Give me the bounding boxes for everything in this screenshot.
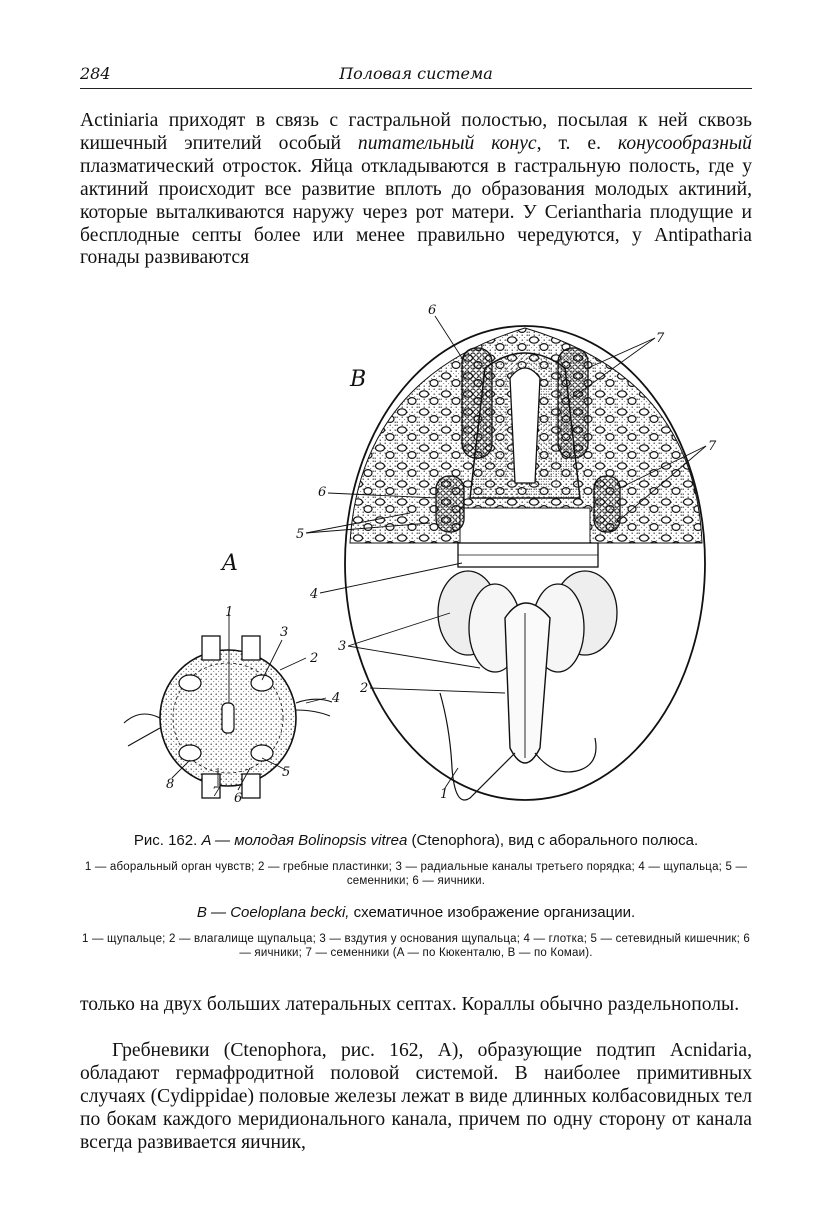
a-label-2: 2 [310,651,319,666]
a-label-7: 7 [212,785,221,800]
p1-emphasis-2: конусообразный [617,132,752,154]
b-label-4: 4 [310,587,319,602]
caption-prefix: Рис. 162. [133,832,198,849]
a-label-8: 8 [166,777,175,792]
figure-label-b: B [350,367,367,392]
figure-162 [110,298,750,818]
figure-caption-a [80,832,752,849]
caption-b-intro: B — [196,904,227,921]
b-label-1: 1 [440,787,449,802]
caption-a-intro: A — молодая [201,832,294,849]
a-label-4: 4 [332,691,341,706]
page-header [80,62,752,89]
figure-legend-b: 1 — щупальце; 2 — влагалище щупальца; 3 — вздутия у основания щупальца; 4 — глотка; 5 — сетевидный кишечник; 6 — яичники; 7 — семенники (A — по Кюкенталю, B — по Комаи). [81,933,751,959]
b-label-5: 5 [296,527,305,542]
figure-illustration [110,298,750,818]
paragraph-2: только на двух больших латеральных септах. Кораллы обычно раздельнополы. [80,994,740,1015]
b-label-7-right: 7 [708,439,717,454]
p1-emphasis-1: питательный конус [357,132,537,154]
figure-legend-a: 1 — аборальный орган чувств; 2 — гребные пластинки; 3 — радиальные каналы третьего порядка; 4 — щупальца; 5 — семенники; 6 — яичники. [84,861,748,887]
page-number: 284 [80,64,111,83]
b-label-7-top: 7 [656,331,665,346]
caption-b-rest: схематичное изображение организации. [353,904,636,921]
b-label-3: 3 [338,639,347,654]
drawing-a [124,614,332,798]
b-label-6-top: 6 [428,303,437,318]
a-label-3: 3 [280,625,289,640]
p1-text-2: , т. е. [536,132,618,154]
b-label-2: 2 [360,681,369,696]
a-label-1: 1 [225,605,234,620]
a-label-5: 5 [282,765,291,780]
p1-text-1: Actiniaria приходят в связь с гастральной полостью, посылая к ней сквозь кишечный эпителий особый [80,110,752,154]
paragraph-1 [80,110,752,270]
running-title: Половая система [339,64,493,83]
p1-text-3: плазматический отросток. Яйца откладываются в гастральную полость, где у актиний происходит все развитие вплоть до образования молодых актиний, которые выталкиваются наружу через рот матери. У Ceriantharia плодущие и бесплодные септы более или менее правильно чередуются, у Antipatharia гонады развиваются [80,155,752,269]
caption-a-species: Bolinopsis vitrea [298,832,408,849]
caption-a-rest: (Ctenophora), вид с аборального полюса. [411,832,699,849]
a-label-6: 6 [234,791,243,806]
caption-b-species: Coeloplana becki, [230,904,350,921]
paragraph-3: Гребневики (Ctenophora, рис. 162, A), образующие подтип Acnidaria, обладают гермафродитной половой системой. В наиболее примитивных случаях (Cydippidae) половые железы лежат в виде длинных колбасовидных тел по бокам каждого меридионального канала, причем по одну сторону от канала всегда развивается яичник, [80,1040,752,1153]
figure-label-a: A [222,551,238,576]
figure-caption-b [80,904,752,921]
b-label-6-left: 6 [318,485,327,500]
